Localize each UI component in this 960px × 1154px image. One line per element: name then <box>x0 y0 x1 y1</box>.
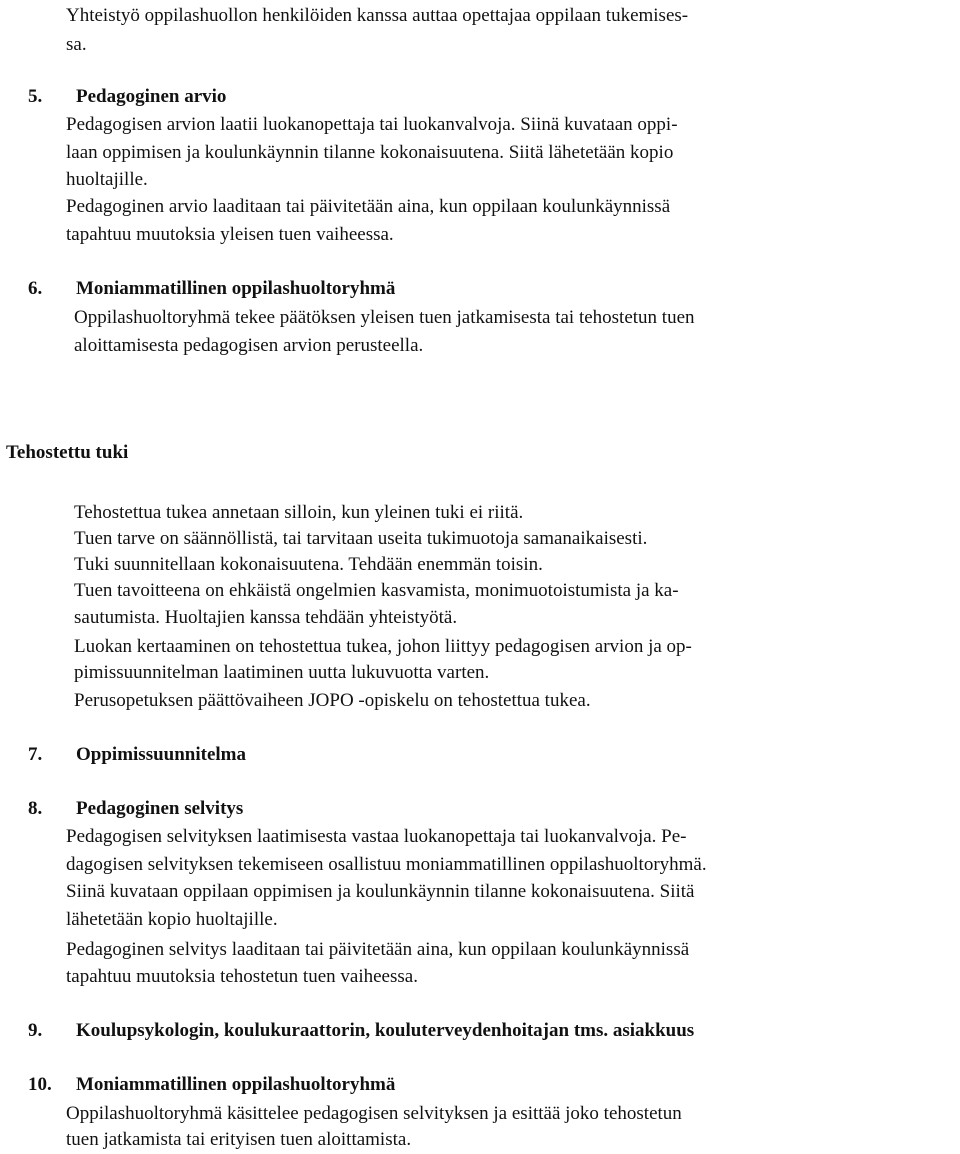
section-number: 6. <box>28 278 43 299</box>
paragraph-line: Tuen tarve on säännöllistä, tai tarvitaan useita tukimuotoja samanaikaisesti. <box>74 528 648 549</box>
paragraph-line: Oppilashuoltoryhmä tekee päätöksen yleisen tuen jatkamisesta tai tehostetun tuen <box>74 307 695 328</box>
section-number: 8. <box>28 798 43 819</box>
section-heading: Oppimissuunnitelma <box>76 744 246 765</box>
paragraph-line: tapahtuu muutoksia yleisen tuen vaiheessa. <box>66 224 394 245</box>
section-heading: Moniammatillinen oppilashuoltoryhmä <box>76 278 396 299</box>
paragraph-line: huoltajille. <box>66 169 148 190</box>
paragraph-line: Siinä kuvataan oppilaan oppimisen ja koulunkäynnin tilanne kokonaisuutena. Siitä <box>66 881 695 902</box>
paragraph-line: Tuen tavoitteena on ehkäistä ongelmien kasvamista, monimuotoistumista ja ka- <box>74 580 679 601</box>
paragraph-line: Pedagogisen arvion laatii luokanopettaja tai luokanvalvoja. Siinä kuvataan oppi- <box>66 114 678 135</box>
paragraph-line: pimissuunnitelman laatiminen uutta lukuvuotta varten. <box>74 662 490 683</box>
section-heading: Pedagoginen selvitys <box>76 798 244 819</box>
paragraph-line: Oppilashuoltoryhmä käsittelee pedagogisen selvityksen ja esittää joko tehostetun <box>66 1103 682 1124</box>
paragraph-line: aloittamisesta pedagogisen arvion perusteella. <box>74 335 424 356</box>
paragraph-line: lähetetään kopio huoltajille. <box>66 909 278 930</box>
paragraph-line: tapahtuu muutoksia tehostetun tuen vaiheessa. <box>66 966 418 987</box>
section-number: 10. <box>28 1074 52 1095</box>
section-number: 7. <box>28 744 43 765</box>
paragraph-line: Tuki suunnitellaan kokonaisuutena. Tehdään enemmän toisin. <box>74 554 543 575</box>
section-heading: Moniammatillinen oppilashuoltoryhmä <box>76 1074 396 1095</box>
section-heading: Pedagoginen arvio <box>76 86 227 107</box>
section-heading: Koulupsykologin, koulukuraattorin, kouluterveydenhoitajan tms. asiakkuus <box>76 1020 695 1041</box>
paragraph-line: Tehostettua tukea annetaan silloin, kun yleinen tuki ei riitä. <box>74 502 524 523</box>
paragraph-line: Pedagoginen selvitys laaditaan tai päivitetään aina, kun oppilaan koulunkäynnissä <box>66 939 690 960</box>
intro-line: Yhteistyö oppilashuollon henkilöiden kanssa auttaa opettajaa oppilaan tukemises- <box>66 5 689 26</box>
tehostettu-heading: Tehostettu tuki <box>6 442 129 463</box>
paragraph-line: Pedagoginen arvio laaditaan tai päivitetään aina, kun oppilaan koulunkäynnissä <box>66 196 671 217</box>
section-number: 9. <box>28 1020 43 1041</box>
paragraph-line: sautumista. Huoltajien kanssa tehdään yhteistyötä. <box>74 607 458 628</box>
paragraph-line: Pedagogisen selvityksen laatimisesta vastaa luokanopettaja tai luokanvalvoja. Pe- <box>66 826 687 847</box>
paragraph-line: tuen jatkamista tai erityisen tuen aloittamista. <box>66 1129 412 1150</box>
paragraph-line: dagogisen selvityksen tekemiseen osallistuu moniammatillinen oppilashuoltoryhmä. <box>66 854 707 875</box>
paragraph-line: laan oppimisen ja koulunkäynnin tilanne kokonaisuutena. Siitä lähetetään kopio <box>66 142 674 163</box>
paragraph-line: Luokan kertaaminen on tehostettua tukea, johon liittyy pedagogisen arvion ja op- <box>74 636 692 657</box>
paragraph-line: Perusopetuksen päättövaiheen JOPO -opiskelu on tehostettua tukea. <box>74 690 591 711</box>
intro-line: sa. <box>66 34 87 55</box>
section-number: 5. <box>28 86 43 107</box>
